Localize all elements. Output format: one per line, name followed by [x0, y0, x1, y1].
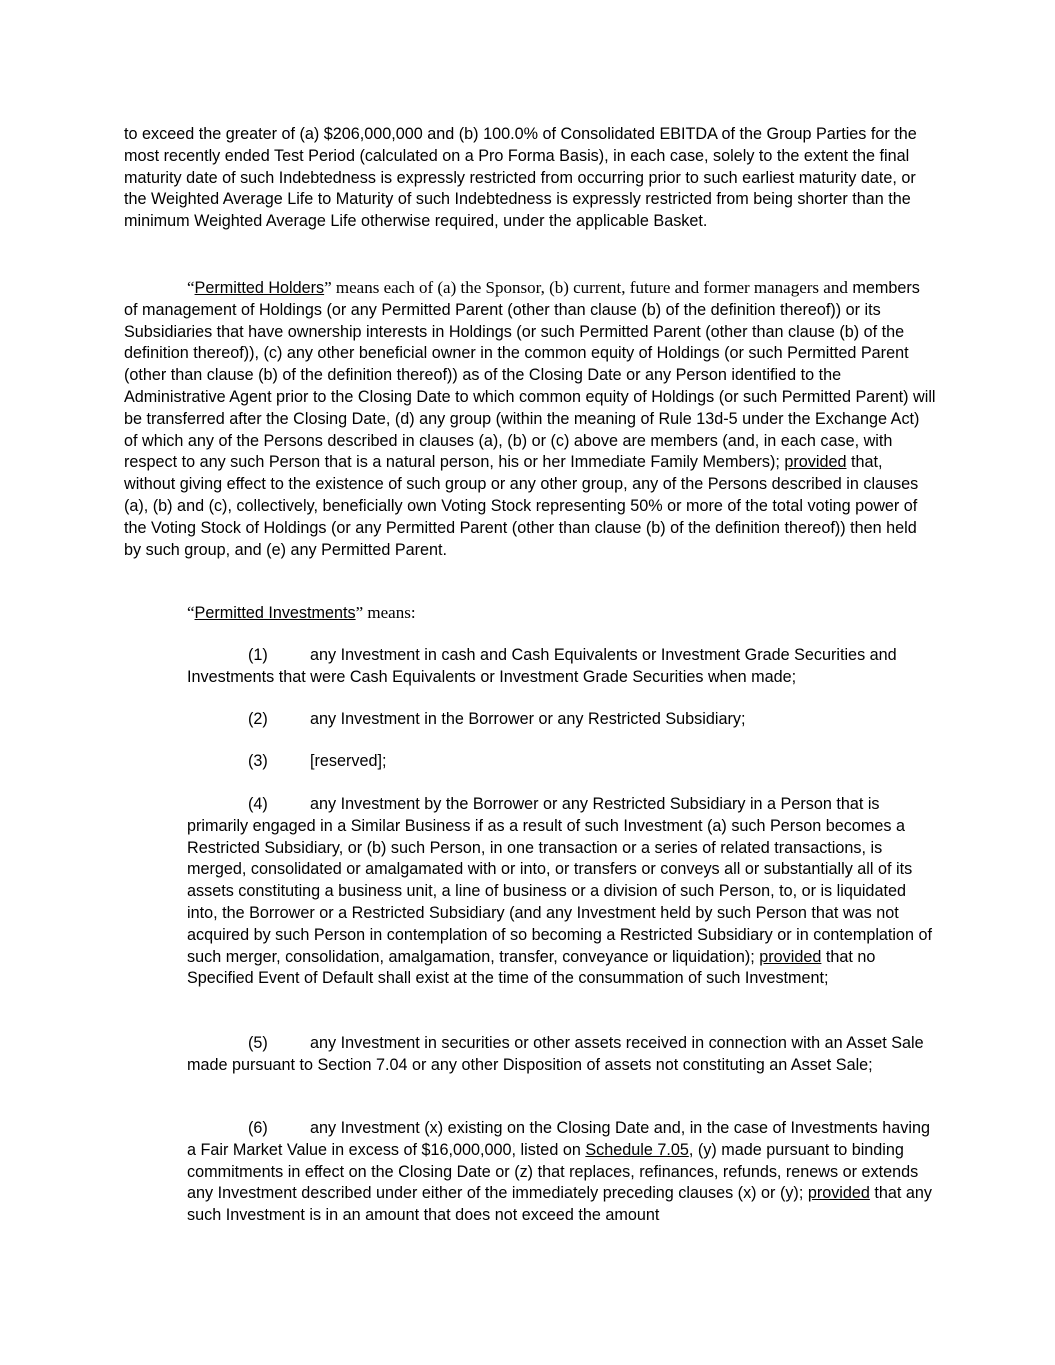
item-text: any Investment (x) existing on the Closing Date and, in the case of Investments having a Fair Market Value in excess of $16,000,000, listed on — [187, 1119, 930, 1159]
item-number: (3) — [248, 752, 268, 770]
open-quote: “ — [187, 278, 195, 297]
item-number: (1) — [248, 646, 268, 664]
definition-permitted-investments — [124, 602, 936, 625]
list-item-5 — [187, 1033, 937, 1077]
definition-lead: ” means each of (a) the Sponsor, (b) current, future and former managers and — [324, 278, 848, 297]
item-text: any Investment in securities or other assets received in connection with an Asset Sale made pursuant to Section 7.04 or any other Disposition of assets not constituting an Asset Sale; — [187, 1034, 924, 1074]
item-text-continued: that no Specified Event of Default shall exist at the time of the consummation of such Investment; — [187, 947, 876, 988]
definition-body: members of management of Holdings (or any Permitted Parent (other than clause (b) of the definition thereof)) or its Subsidiaries that have ownership interests in Holdings (or such Permitted Parent (other than clause (b) of the definition thereof)), (c) any other beneficial owner in the common equity of Holdings (or such Permitted Parent (other than clause (b) of the definition thereof)) as of the Closing Date or any Person identified to the Administrative Agent prior to the Closing Date to which common equity of Holdings (or such Permitted Parent) will be transferred after the Closing Date, (d) any group (within the meaning of Rule 13d-5 under the Exchange Act) of which any of the Persons described in clauses (a), (b) or (c) above are members (and, in each case, with respect to any such Person that is a natural person, his or her Immediate Family Members); — [124, 279, 936, 472]
item-number: (2) — [248, 710, 268, 728]
definition-lead: ” means: — [355, 603, 416, 622]
definition-body-continued: that, without giving effect to the existence of such group or any other group, any of the Persons described in clauses (a), (b) and (c), collectively, beneficially own Voting Stock representing 50% or more of the total voting power of the Voting Stock of Holdings (or any Permitted Parent (other than clause (b) of the definition thereof)) then held by such group, and (e) any Permitted Parent. — [124, 453, 919, 559]
defined-term: Permitted Investments — [194, 604, 356, 622]
item-text-end: that any such Investment is in an amount that does not exceed the amount — [187, 1184, 933, 1225]
item-text: any Investment in cash and Cash Equivalents or Investment Grade Securities and Investments that were Cash Equivalents or Investment Grade Securities when made; — [187, 646, 897, 686]
list-item-1 — [187, 645, 937, 689]
item-text: any Investment in the Borrower or any Restricted Subsidiary; — [310, 710, 746, 728]
item-number: (6) — [248, 1119, 268, 1137]
provided-term: provided — [784, 453, 847, 472]
list-item-4 — [187, 794, 937, 990]
item-text: any Investment by the Borrower or any Restricted Subsidiary in a Person that is primarily engaged in a Similar Business if as a result of such Investment (a) such Person becomes a Restricted Subsidiary, or (b) such Person, in one transaction or a series of related transactions, is merged, consolidated or amalgamated with or into, or transfers or conveys all or substantially all of its assets constituting a business unit, a line of business or a division of such Person, to, or is liquidated into, the Borrower or a Restricted Subsidiary (and any Investment held by such Person that was not acquired by such Person in contemplation of so becoming a Restricted Subsidiary or in contemplation of such merger, consolidation, amalgamation, transfer, conveyance or liquidation); — [187, 795, 933, 966]
list-item-6 — [187, 1118, 937, 1227]
provided-term: provided — [759, 947, 822, 966]
list-item-2 — [187, 709, 937, 731]
paragraph-continuation — [124, 124, 936, 233]
item-text: [reserved]; — [310, 752, 387, 770]
defined-term: Permitted Holders — [194, 279, 325, 297]
item-number: (5) — [248, 1034, 268, 1052]
item-text-continued: , (y) made pursuant to binding commitments in effect on the Closing Date or (z) that replaces, refinances, refunds, renews or extends any Investment described under either of the immediately preceding clauses (x) or (y); — [187, 1140, 919, 1203]
paragraph-text: to exceed the greater of (a) $206,000,000 and (b) 100.0% of Consolidated EBITDA of the Group Parties for the most recently ended Test Period (calculated on a Pro Forma Basis), in each case, solely to the extent the final maturity date of such Indebtedness is expressly restricted from occurring prior to such earliest maturity date, or the Weighted Average Life to Maturity of such Indebtedness is expressly restricted from being shorter than the minimum Weighted Average Life otherwise required, under the applicable Basket. — [124, 125, 917, 231]
provided-term: provided — [807, 1184, 870, 1203]
definition-permitted-holders — [124, 277, 936, 561]
item-number: (4) — [248, 795, 268, 813]
open-quote: “ — [187, 603, 195, 622]
schedule-reference: Schedule 7.05 — [585, 1140, 689, 1159]
list-item-3 — [187, 751, 937, 773]
